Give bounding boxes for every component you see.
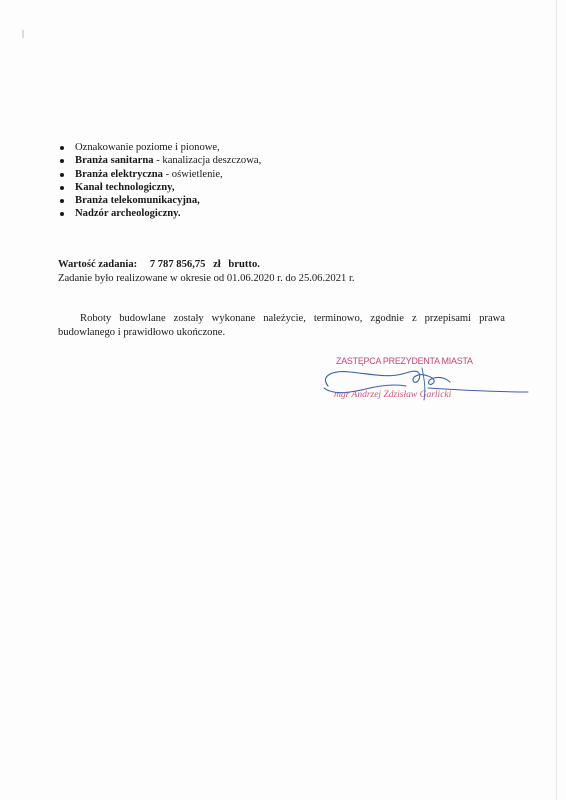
scope-list [60,141,261,221]
bullet-icon [60,186,64,190]
stamp-name: mgr Andrzej Zdzisław Garlicki [334,390,452,400]
list-item: Branża sanitarna - kanalizacja deszczowa, [60,154,261,167]
list-item: Nadzór archeologiczny. [60,207,261,220]
bullet-icon [60,212,64,216]
value-currency: zł [213,259,221,270]
list-item: Oznakowanie poziome i pionowe, [60,141,261,154]
assessment-text: Roboty budowlane zostały wykonane należycie, terminowo, zgodnie z przepisami prawa budowlanego i prawidłowo ukończone. [58,313,505,338]
list-item: Kanał technologiczny, [60,181,261,194]
bullet-icon [60,146,64,150]
bullet-icon [60,173,64,177]
scan-artifact [22,30,24,38]
value-suffix: brutto. [228,259,260,270]
value-label: Wartość zadania: [58,259,138,270]
bullet-icon [60,159,64,163]
list-item: Branża elektryczna - oświetlenie, [60,168,261,181]
scan-edge-line [556,0,557,800]
value-amount: 7 787 856,75 [149,259,206,270]
realization-period: Zadanie było realizowane w okresie od 01.06.2020 r. do 25.06.2021 r. [58,272,355,284]
stamp-title: ZASTĘPCA PREZYDENTA MIASTA [336,356,473,367]
assessment-paragraph [58,312,505,340]
contract-value-line [58,258,355,272]
contract-value-block [58,258,355,285]
bullet-icon [60,199,64,203]
list-item: Branża telekomunikacyjna, [60,194,261,207]
